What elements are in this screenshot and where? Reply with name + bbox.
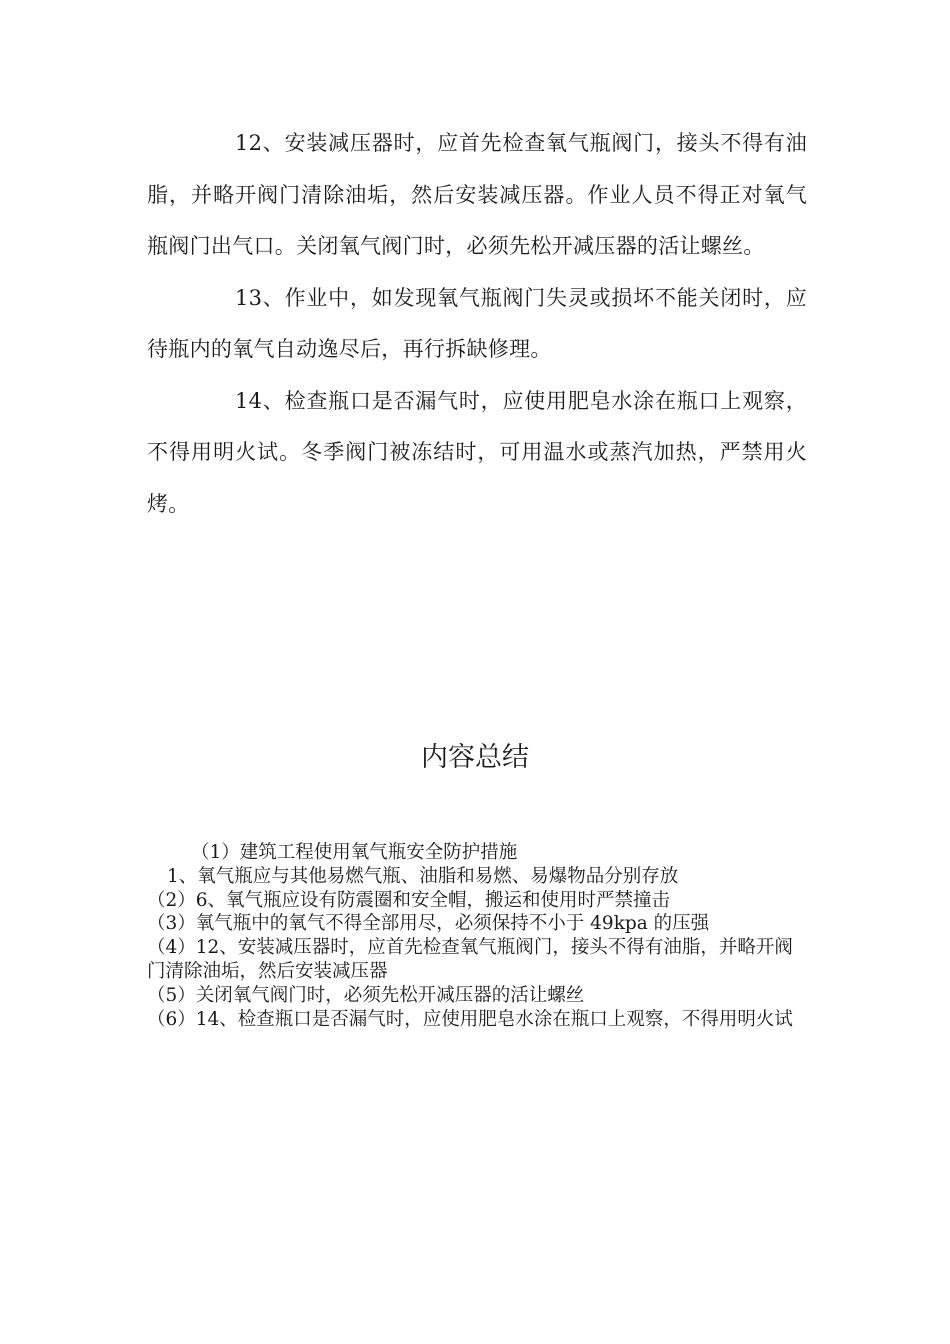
summary-line: （6）14、检查瓶口是否漏气时，应使用肥皂水涂在瓶口上观察，不得用明火试 [147, 1008, 793, 1030]
paragraph-12: 12、安装减压器时，应首先检查氧气瓶阀门，接头不得有油脂，并略开阀门清除油垢，然后安装减压器。作业人员不得正对氧气瓶阀门出气口。关闭氧气阀门时，必须先松开减压器的活让螺丝。 [147, 131, 807, 258]
summary-line: （2）6、氧气瓶应设有防震圈和安全帽，搬运和使用时严禁撞击 [147, 889, 671, 911]
summary-line: （3）氧气瓶中的氧气不得全部用尽，必须保持不小于 49kpa 的压强 [147, 913, 710, 935]
summary-line: 1、氧气瓶应与其他易燃气瓶、油脂和易燃、易爆物品分别存放 [167, 865, 679, 887]
summary-title: 内容总结 [421, 742, 529, 773]
summary-line: （4）12、安装减压器时，应首先检查氧气瓶阀门，接头不得有油脂，并略开阀门清除油垢，然后安装减压器 [147, 937, 793, 982]
body-text [147, 118, 807, 530]
summary-list [147, 841, 807, 1031]
summary-line: （1）建筑工程使用氧气瓶安全防护措施 [191, 842, 518, 863]
summary-line: （5）关闭氧气阀门时，必须先松开减压器的活让螺丝 [147, 984, 585, 1006]
paragraph-13: 13、作业中，如发现氧气瓶阀门失灵或损坏不能关闭时，应待瓶内的氧气自动逸尽后，再行拆缺修理。 [147, 285, 807, 361]
paragraph-14: 14、检查瓶口是否漏气时，应使用肥皂水涂在瓶口上观察，不得用明火试。冬季阀门被冻结时，可用温水或蒸汽加热，严禁用火烤。 [147, 388, 807, 516]
